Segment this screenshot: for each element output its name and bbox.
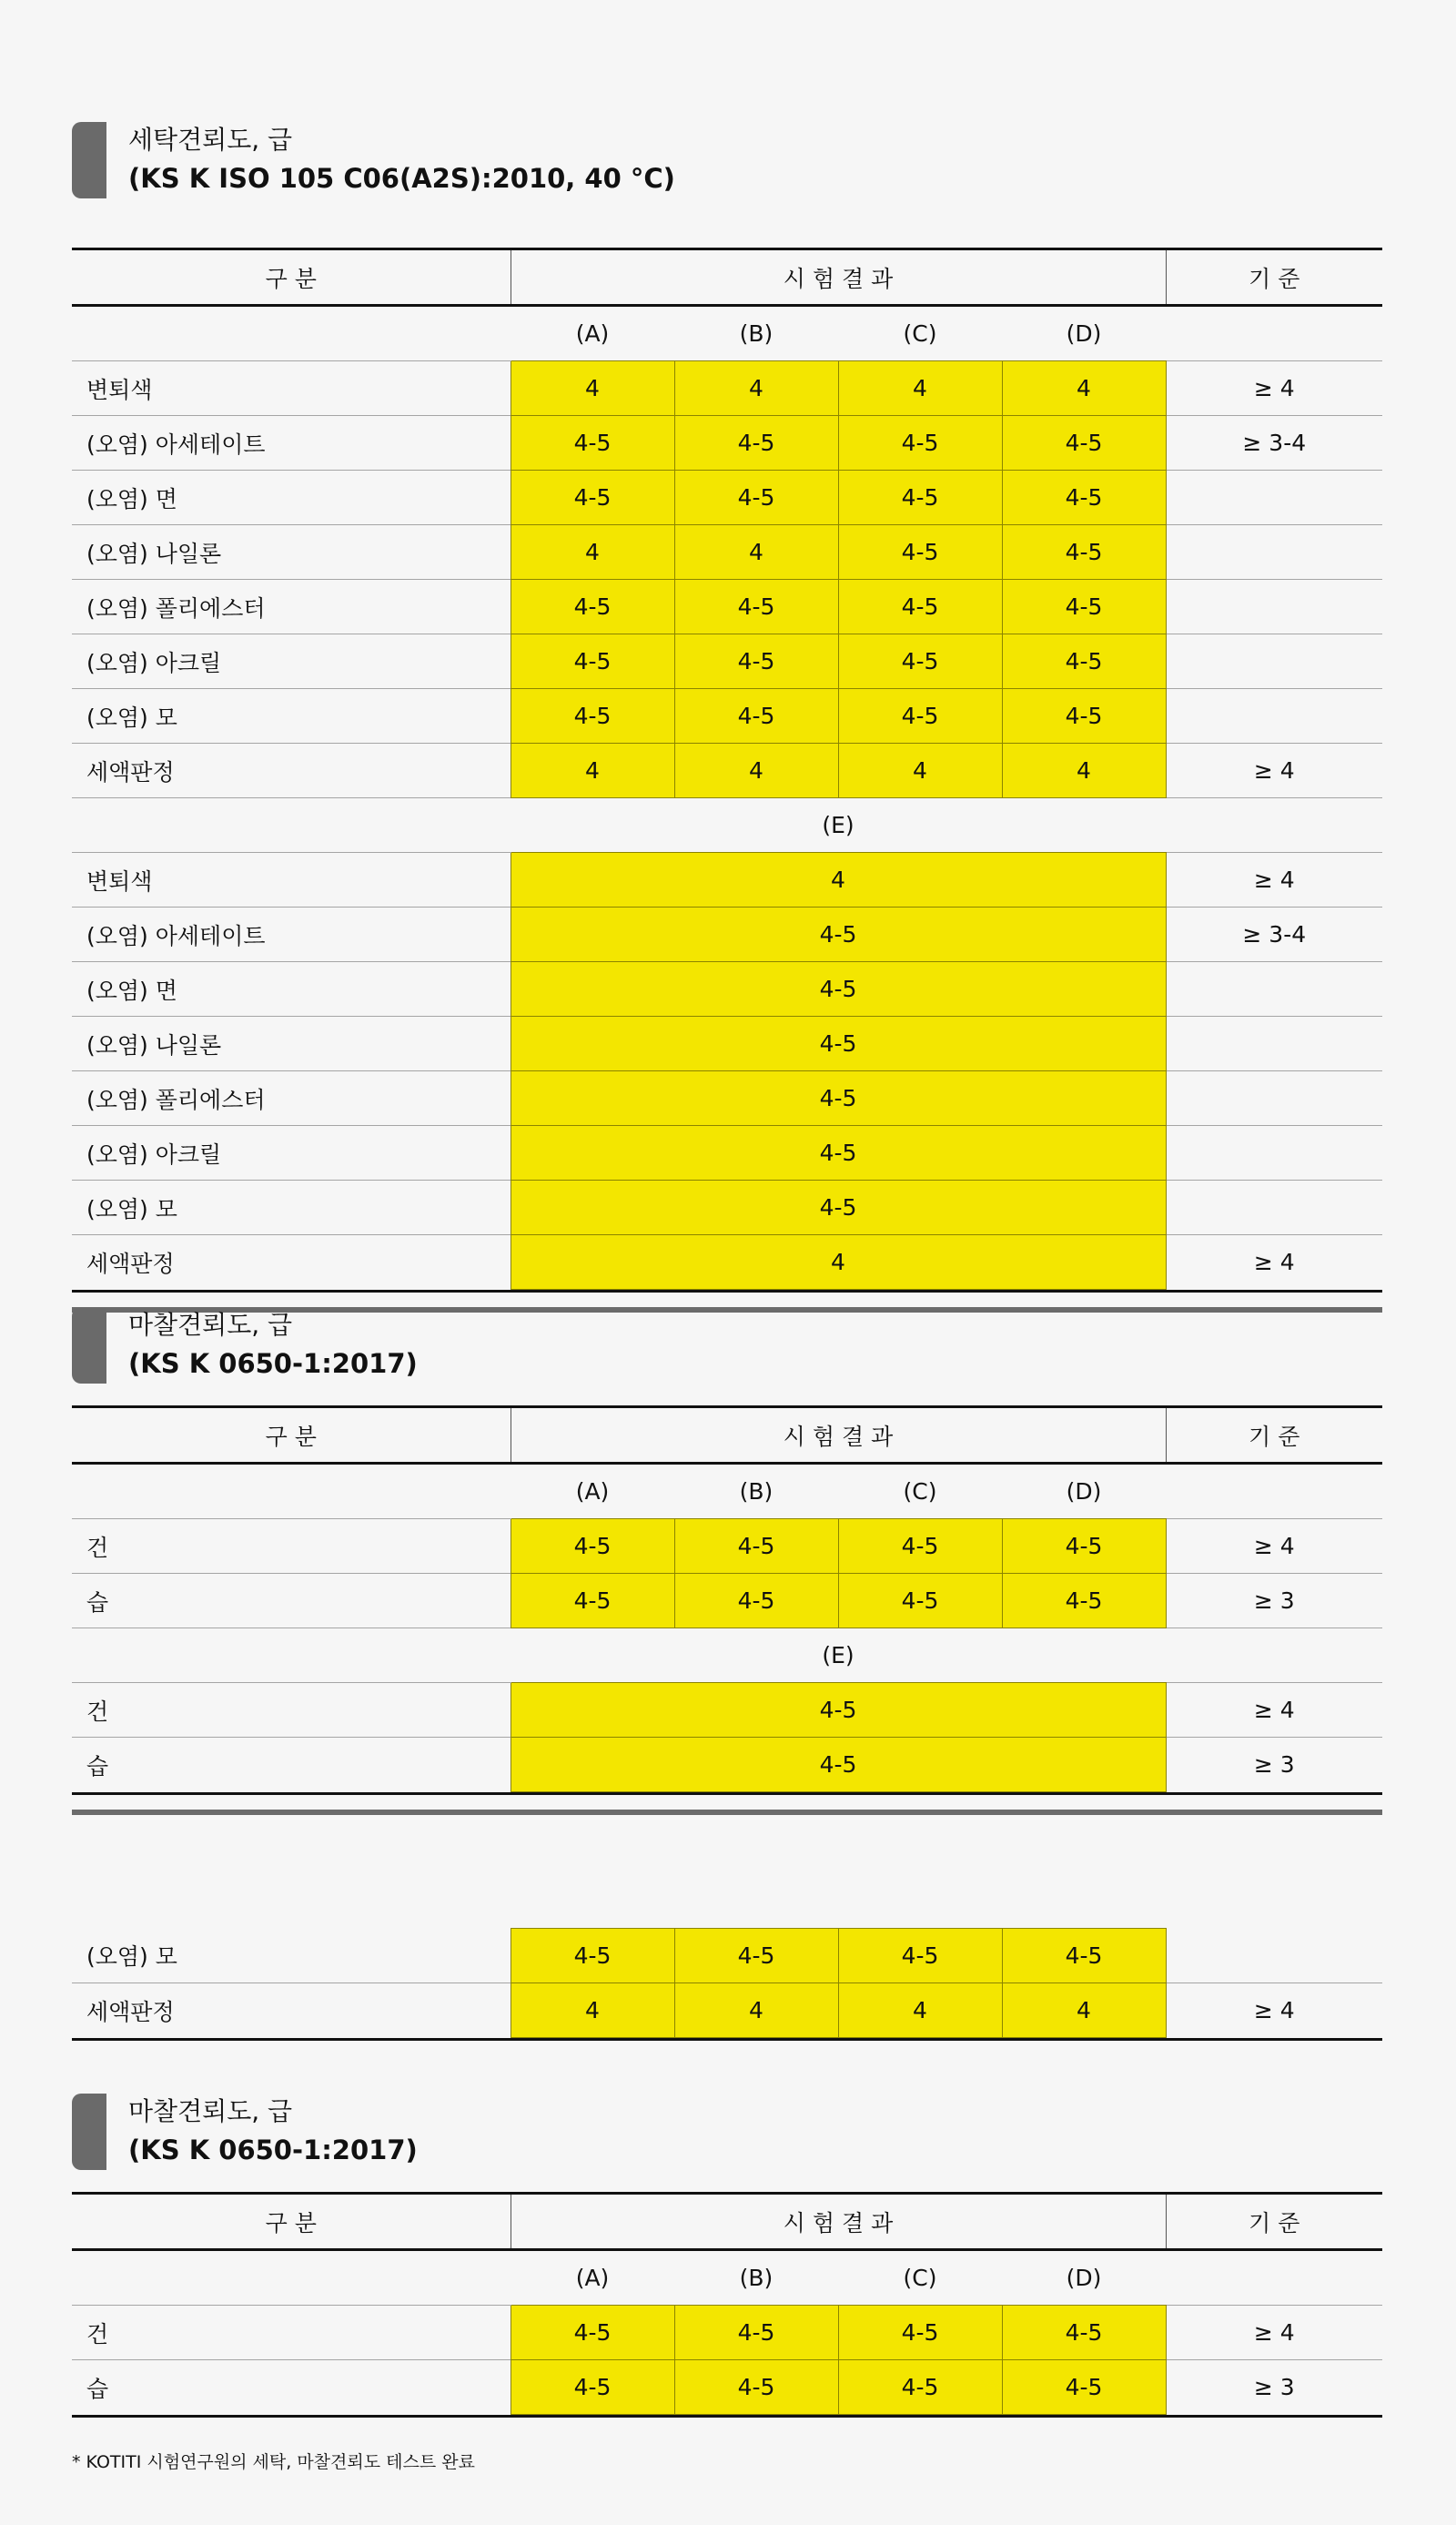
result-value: 4-5 [1002, 580, 1166, 634]
row-label: (오염) 모 [72, 1181, 511, 1235]
result-value: 4-5 [838, 525, 1002, 580]
sample-e-row [72, 1628, 1382, 1683]
row-label: 변퇴색 [72, 361, 511, 416]
result-value: 4-5 [838, 471, 1002, 525]
result-value: 4-5 [511, 962, 1166, 1017]
result-value: 4-5 [838, 689, 1002, 744]
result-row-e [72, 1126, 1382, 1181]
result-value: 4 [511, 853, 1166, 908]
row-label: 건 [72, 2306, 511, 2360]
standard-value: ≥ 4 [1166, 2306, 1382, 2360]
sample-columns-row [72, 1464, 1382, 1519]
table-bottom-rule [72, 1290, 1382, 1293]
result-value: 4-5 [674, 689, 838, 744]
sample-column-label: (B) [739, 2265, 774, 2291]
blank-cell [72, 1628, 511, 1683]
section-title: 세탁견뢰도, 급 [128, 125, 293, 155]
row-label: (오염) 아세테이트 [72, 416, 511, 471]
result-value: 4-5 [511, 1181, 1166, 1235]
table-header-row [72, 1407, 1382, 1464]
sample-e-label: (E) [511, 798, 1166, 853]
result-row [72, 689, 1382, 744]
result-row [72, 744, 1382, 798]
row-label: (오염) 나일론 [72, 1017, 511, 1071]
row-label: 습 [72, 1574, 511, 1628]
row-label: 습 [72, 2360, 511, 2415]
result-row [72, 361, 1382, 416]
header-category: 구 분 [72, 1407, 511, 1464]
blank-cell [1166, 306, 1382, 361]
rub-fastness-section-repeat [72, 2094, 1382, 2418]
header-results: 시 험 결 과 [511, 2194, 1166, 2250]
row-label: (오염) 모 [72, 689, 511, 744]
result-row [72, 580, 1382, 634]
result-value: 4 [838, 1983, 1002, 2038]
row-label: 습 [72, 1738, 511, 1792]
result-row [72, 416, 1382, 471]
sample-column-label: (A) [575, 1478, 610, 1505]
standard-value [1166, 1181, 1382, 1235]
row-label: 세액판정 [72, 1983, 511, 2038]
row-label: (오염) 폴리에스터 [72, 580, 511, 634]
result-value: 4-5 [838, 1519, 1002, 1574]
result-value: 4-5 [1002, 416, 1166, 471]
sample-column-label: (A) [575, 320, 610, 347]
sample-column-label: (D) [1066, 320, 1102, 347]
result-value: 4-5 [674, 580, 838, 634]
result-value: 4-5 [838, 580, 1002, 634]
sample-columns-row [72, 306, 1382, 361]
result-value: 4 [1002, 1983, 1166, 2038]
rub-fastness-section [72, 1307, 1382, 1815]
section-heading [72, 2094, 1382, 2170]
result-row [72, 525, 1382, 580]
result-value: 4-5 [674, 1574, 838, 1628]
result-row [72, 1929, 1382, 1983]
standard-value: ≥ 4 [1166, 361, 1382, 416]
header-standard: 기 준 [1166, 1407, 1382, 1464]
result-value: 4 [674, 1983, 838, 2038]
result-row [72, 634, 1382, 689]
sample-column-label: (C) [903, 2265, 937, 2291]
row-label: 건 [72, 1683, 511, 1738]
blank-cell [1166, 1628, 1382, 1683]
result-value: 4 [838, 744, 1002, 798]
result-value: 4-5 [511, 634, 674, 689]
standard-value [1166, 1126, 1382, 1181]
result-value: 4 [511, 1983, 674, 2038]
standard-value [1166, 580, 1382, 634]
standard-value [1166, 689, 1382, 744]
result-value: 4 [838, 361, 1002, 416]
blank-cell [72, 306, 511, 361]
row-label: (오염) 면 [72, 471, 511, 525]
result-value: 4-5 [511, 2306, 674, 2360]
section-title: 마찰견뢰도, 급 [128, 1310, 293, 1340]
standard-value: ≥ 3 [1166, 1738, 1382, 1792]
rub-fastness-table [72, 1405, 1382, 1792]
result-value: 4-5 [511, 908, 1166, 962]
section-marker [72, 122, 106, 198]
result-value: 4-5 [511, 2360, 674, 2415]
row-label: (오염) 아크릴 [72, 1126, 511, 1181]
section-subtitle: (KS K 0650-1:2017) [128, 1348, 418, 1379]
row-label: (오염) 폴리에스터 [72, 1071, 511, 1126]
standard-value: ≥ 4 [1166, 1519, 1382, 1574]
section-marker [72, 2094, 106, 2170]
result-value: 4-5 [511, 580, 674, 634]
sample-column-label: (B) [739, 1478, 774, 1505]
standard-value: ≥ 3-4 [1166, 416, 1382, 471]
wash-fastness-fragment [72, 1928, 1382, 2041]
table-bottom-rule [72, 1792, 1382, 1795]
row-label: (오염) 면 [72, 962, 511, 1017]
footnote: * KOTITI 시험연구원의 세탁, 마찰견뢰도 테스트 완료 [72, 2452, 475, 2472]
result-value: 4-5 [838, 1574, 1002, 1628]
result-value: 4 [674, 525, 838, 580]
result-value: 4-5 [838, 2360, 1002, 2415]
sample-e-row [72, 798, 1382, 853]
result-row-e [72, 908, 1382, 962]
standard-value [1166, 1929, 1382, 1983]
row-label: 세액판정 [72, 1235, 511, 1290]
result-value: 4 [511, 1235, 1166, 1290]
result-value: 4-5 [674, 1929, 838, 1983]
result-value: 4-5 [511, 471, 674, 525]
standard-value [1166, 1017, 1382, 1071]
result-row [72, 1519, 1382, 1574]
result-value: 4-5 [511, 1071, 1166, 1126]
result-row [72, 471, 1382, 525]
table-bottom-rule [72, 2038, 1382, 2041]
standard-value: ≥ 4 [1166, 1683, 1382, 1738]
wash-fastness-fragment-table [72, 1928, 1382, 2038]
section-divider [72, 1810, 1382, 1815]
sample-columns-row [72, 2250, 1382, 2306]
result-row-e [72, 1071, 1382, 1126]
result-value: 4-5 [511, 1126, 1166, 1181]
rub-fastness-table-repeat [72, 2192, 1382, 2415]
sample-column-label: (A) [575, 2265, 610, 2291]
standard-value: ≥ 4 [1166, 1983, 1382, 2038]
standard-value [1166, 471, 1382, 525]
result-row [72, 2306, 1382, 2360]
row-label: (오염) 아크릴 [72, 634, 511, 689]
header-standard: 기 준 [1166, 2194, 1382, 2250]
result-value: 4-5 [838, 634, 1002, 689]
result-value: 4-5 [1002, 471, 1166, 525]
blank-cell [72, 1464, 511, 1519]
standard-value: ≥ 4 [1166, 853, 1382, 908]
result-row-e [72, 1017, 1382, 1071]
result-value: 4-5 [1002, 2306, 1166, 2360]
result-value: 4-5 [674, 1519, 838, 1574]
table-bottom-rule [72, 2415, 1382, 2418]
standard-value [1166, 1071, 1382, 1126]
sample-column-label: (C) [903, 320, 937, 347]
result-value: 4-5 [511, 1738, 1166, 1792]
result-value: 4-5 [674, 471, 838, 525]
header-results: 시 험 결 과 [511, 249, 1166, 306]
result-value: 4-5 [674, 2360, 838, 2415]
result-value: 4-5 [838, 2306, 1002, 2360]
standard-value [1166, 525, 1382, 580]
row-label: 변퇴색 [72, 853, 511, 908]
table-header-row [72, 2194, 1382, 2250]
result-value: 4-5 [511, 689, 674, 744]
row-label: 건 [72, 1519, 511, 1574]
result-value: 4 [511, 744, 674, 798]
result-value: 4 [674, 361, 838, 416]
row-label: (오염) 모 [86, 1943, 177, 1971]
result-row-e [72, 1235, 1382, 1290]
result-value: 4-5 [674, 634, 838, 689]
header-standard: 기 준 [1166, 249, 1382, 306]
result-row-e [72, 1181, 1382, 1235]
header-results: 시 험 결 과 [511, 1407, 1166, 1464]
result-value: 4 [1002, 361, 1166, 416]
result-value: 4 [1002, 744, 1166, 798]
result-value: 4-5 [838, 1929, 1002, 1983]
standard-value [1166, 962, 1382, 1017]
sample-column-label: (B) [739, 320, 774, 347]
result-value: 4-5 [1002, 525, 1166, 580]
row-label: (오염) 나일론 [72, 525, 511, 580]
blank-cell [1166, 798, 1382, 853]
result-value: 4-5 [1002, 1519, 1166, 1574]
result-value: 4 [674, 744, 838, 798]
result-value: 4-5 [511, 1017, 1166, 1071]
section-heading [72, 122, 1382, 198]
wash-fastness-section [72, 122, 1382, 1313]
result-value: 4-5 [511, 416, 674, 471]
row-label: 세액판정 [72, 744, 511, 798]
section-marker [72, 1307, 106, 1384]
sample-column-label: (D) [1066, 1478, 1102, 1505]
result-row-e [72, 1683, 1382, 1738]
sample-column-label: (C) [903, 1478, 937, 1505]
result-row [72, 2360, 1382, 2415]
result-value: 4 [511, 361, 674, 416]
standard-value [1166, 634, 1382, 689]
result-row-e [72, 1738, 1382, 1792]
result-value: 4-5 [511, 1683, 1166, 1738]
result-value: 4 [511, 525, 674, 580]
blank-cell [72, 2250, 511, 2306]
standard-value: ≥ 3-4 [1166, 908, 1382, 962]
blank-cell [72, 798, 511, 853]
result-value: 4-5 [1002, 634, 1166, 689]
result-value: 4-5 [674, 2306, 838, 2360]
result-value: 4-5 [1002, 1574, 1166, 1628]
header-category: 구 분 [72, 2194, 511, 2250]
blank-cell [1166, 2250, 1382, 2306]
result-value: 4-5 [1002, 2360, 1166, 2415]
sample-e-label: (E) [511, 1628, 1166, 1683]
row-label: (오염) 아세테이트 [72, 908, 511, 962]
result-row-e [72, 962, 1382, 1017]
blank-cell [1166, 1464, 1382, 1519]
section-heading [72, 1307, 1382, 1384]
header-category: 구 분 [72, 249, 511, 306]
result-value: 4-5 [674, 416, 838, 471]
section-subtitle: (KS K 0650-1:2017) [128, 2135, 418, 2165]
result-value: 4-5 [1002, 689, 1166, 744]
result-row [72, 1574, 1382, 1628]
standard-value: ≥ 4 [1166, 744, 1382, 798]
result-value: 4-5 [838, 416, 1002, 471]
result-value: 4-5 [511, 1574, 674, 1628]
standard-value: ≥ 3 [1166, 2360, 1382, 2415]
section-subtitle: (KS K ISO 105 C06(A2S):2010, 40 °C) [128, 163, 675, 194]
result-value: 4-5 [511, 1929, 674, 1983]
sample-column-label: (D) [1066, 2265, 1102, 2291]
section-title: 마찰견뢰도, 급 [128, 2096, 293, 2126]
standard-value: ≥ 3 [1166, 1574, 1382, 1628]
result-row-e [72, 853, 1382, 908]
wash-fastness-table [72, 248, 1382, 1290]
result-value: 4-5 [1002, 1929, 1166, 1983]
standard-value: ≥ 4 [1166, 1235, 1382, 1290]
result-value: 4-5 [511, 1519, 674, 1574]
table-header-row [72, 249, 1382, 306]
result-row [72, 1983, 1382, 2038]
